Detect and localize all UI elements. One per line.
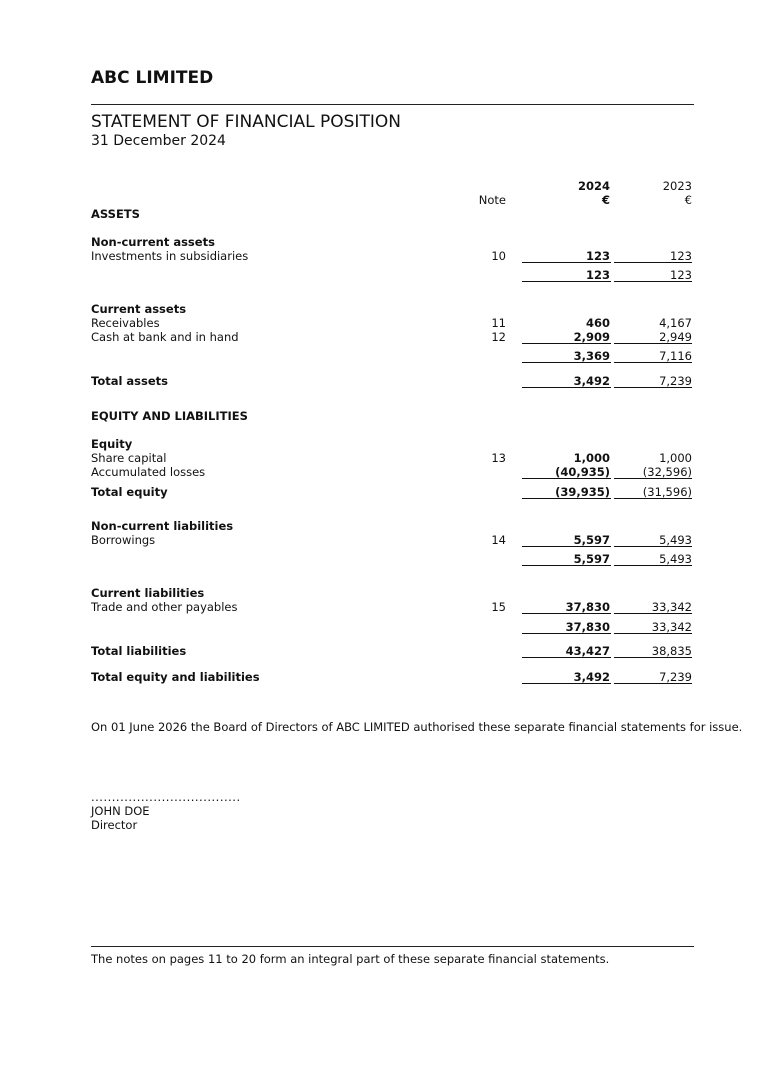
subtotal-ncl-2023: 5,493	[659, 552, 692, 566]
row-accumulated-losses-2024: (40,935)	[555, 465, 610, 479]
row-receivables-label: Receivables	[91, 316, 160, 330]
subtotal-cl-2024: 37,830	[565, 620, 610, 634]
row-borrowings-2023: 5,493	[659, 533, 692, 547]
row-total-assets-2024: 3,492	[573, 374, 610, 388]
column-currency-current: €	[601, 193, 610, 207]
row-trade-payables-label: Trade and other payables	[91, 600, 238, 614]
row-total-assets-2023: 7,239	[659, 374, 692, 388]
row-investments-label: Investments in subsidiaries	[91, 249, 249, 263]
row-share-capital-label: Share capital	[91, 451, 167, 465]
subtotal-cl-2023: 33,342	[651, 620, 692, 634]
row-total-equity-liabilities-label: Total equity and liabilities	[91, 670, 260, 684]
section-assets: ASSETS	[91, 207, 140, 221]
underline-2023	[614, 613, 692, 614]
column-currency-prior: €	[684, 193, 692, 207]
column-year-prior: 2023	[662, 179, 692, 193]
underline-2023	[614, 343, 692, 344]
subtotal-ca-2023: 7,116	[659, 349, 692, 363]
column-year-current: 2024	[577, 179, 610, 193]
row-total-assets-label: Total assets	[91, 374, 169, 388]
statement-date: 31 December 2024	[91, 133, 226, 149]
section-equity: Equity	[91, 437, 133, 451]
underline-2023	[614, 498, 692, 499]
row-share-capital-note: 13	[491, 451, 506, 465]
underline-2023	[614, 633, 692, 634]
section-current-liabilities: Current liabilities	[91, 586, 205, 600]
row-total-liabilities-2024: 43,427	[565, 644, 610, 658]
header-rule	[91, 104, 694, 105]
underline-2023	[614, 362, 692, 363]
row-share-capital-2024: 1,000	[573, 451, 610, 465]
underline-2024	[522, 657, 611, 658]
signature-line: ....................................	[91, 790, 241, 804]
footer-note: The notes on pages 11 to 20 form an integral part of these separate financial statements.	[91, 952, 610, 966]
underline-2024	[522, 478, 611, 479]
row-borrowings-note: 14	[491, 533, 506, 547]
row-receivables-2023: 4,167	[659, 316, 692, 330]
underline-2024	[522, 565, 611, 566]
row-receivables-note: 11	[491, 316, 506, 330]
row-accumulated-losses-label: Accumulated losses	[91, 465, 206, 479]
footer-rule	[91, 946, 694, 947]
subtotal-ncl-2024: 5,597	[573, 552, 610, 566]
row-total-equity-2024: (39,935)	[555, 485, 610, 499]
underline-2024	[522, 633, 611, 634]
row-cash-2024: 2,909	[573, 330, 610, 344]
row-investments-2024: 123	[585, 249, 610, 263]
underline-2023	[614, 387, 692, 388]
section-non-current-liabilities: Non-current liabilities	[91, 519, 234, 533]
row-total-liabilities-2023: 38,835	[651, 644, 692, 658]
row-total-liabilities-label: Total liabilities	[91, 644, 187, 658]
column-note: Note	[478, 193, 506, 207]
section-non-current-assets: Non-current assets	[91, 235, 215, 249]
underline-2024	[522, 343, 611, 344]
underline-2023	[614, 478, 692, 479]
subtotal-nca-2023: 123	[670, 268, 692, 282]
row-total-equity-label: Total equity	[91, 485, 168, 499]
subtotal-nca-2024: 123	[585, 268, 610, 282]
underline-2024	[522, 281, 611, 282]
row-cash-label: Cash at bank and in hand	[91, 330, 239, 344]
row-borrowings-2024: 5,597	[573, 533, 610, 547]
section-equity-liabilities: EQUITY AND LIABILITIES	[91, 409, 248, 423]
underline-2024	[522, 613, 611, 614]
underline-2024	[522, 546, 611, 547]
authorisation-text: On 01 June 2026 the Board of Directors of ABC LIMITED authorised these separate financial statements for issue.	[91, 720, 743, 734]
underline-2023	[614, 546, 692, 547]
underline-2024	[522, 262, 611, 263]
row-total-equity-2023: (31,596)	[642, 485, 692, 499]
row-trade-payables-2023: 33,342	[651, 600, 692, 614]
row-total-equity-liabilities-2024: 3,492	[573, 670, 610, 684]
section-current-assets: Current assets	[91, 302, 187, 316]
row-borrowings-label: Borrowings	[91, 533, 156, 547]
underline-2024	[522, 683, 611, 684]
signatory-role: Director	[91, 818, 138, 832]
underline-2024	[522, 498, 611, 499]
subtotal-ca-2024: 3,369	[573, 349, 610, 363]
underline-2023	[614, 281, 692, 282]
row-share-capital-2023: 1,000	[659, 451, 692, 465]
statement-title: STATEMENT OF FINANCIAL POSITION	[91, 112, 401, 132]
underline-2023	[614, 657, 692, 658]
row-investments-note: 10	[491, 249, 506, 263]
row-receivables-2024: 460	[585, 316, 610, 330]
underline-2023	[614, 565, 692, 566]
row-accumulated-losses-2023: (32,596)	[642, 465, 692, 479]
row-trade-payables-note: 15	[491, 600, 506, 614]
underline-2024	[522, 362, 611, 363]
underline-2024	[522, 387, 611, 388]
underline-2023	[614, 683, 692, 684]
underline-2023	[614, 262, 692, 263]
company-name: ABC LIMITED	[91, 68, 214, 88]
row-investments-2023: 123	[670, 249, 692, 263]
row-trade-payables-2024: 37,830	[565, 600, 610, 614]
row-total-equity-liabilities-2023: 7,239	[659, 670, 692, 684]
row-cash-note: 12	[491, 330, 506, 344]
row-cash-2023: 2,949	[659, 330, 692, 344]
signatory-name: JOHN DOE	[91, 804, 150, 818]
